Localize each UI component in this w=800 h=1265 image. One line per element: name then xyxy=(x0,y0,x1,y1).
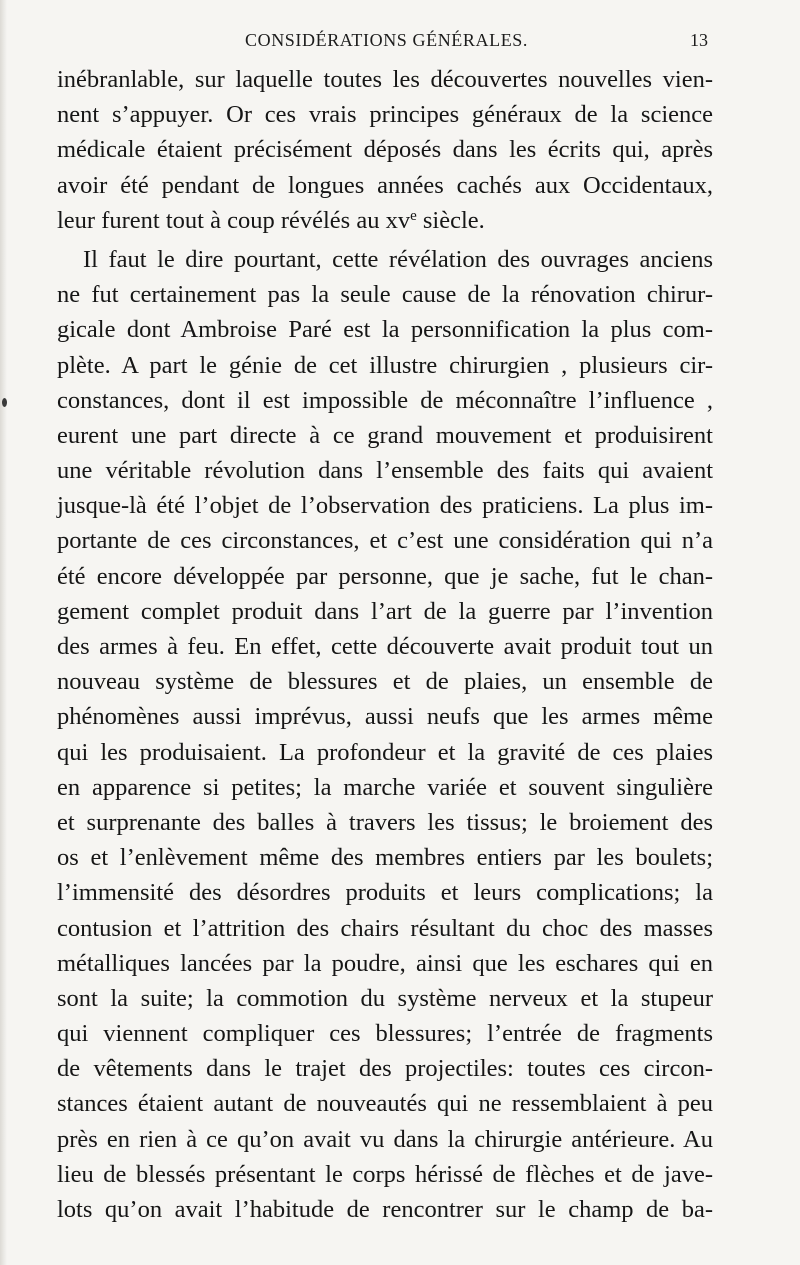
body-text xyxy=(57,62,713,1227)
text-line: nouveau système de blessures et de plaies, un ensemble de xyxy=(57,668,713,696)
text-line: ne fut certainement pas la seule cause de la rénovation chirur- xyxy=(57,281,713,309)
text-line: Il faut le dire pourtant, cette révélation des ouvrages anciens xyxy=(83,245,713,273)
text-line: portante de ces circonstances, et c’est une considération qui n’a xyxy=(57,527,713,555)
text-line: en apparence si petites; la marche variée et souvent singulière xyxy=(57,773,713,801)
running-title: CONSIDÉRATIONS GÉNÉRALES. xyxy=(245,30,529,50)
text-line: gement complet produit dans l’art de la guerre par l’invention xyxy=(57,597,713,625)
text-line: constances, dont il est impossible de méconnaître l’influence , xyxy=(57,386,713,414)
text-line: l’immensité des désordres produits et leurs complications; la xyxy=(57,879,713,907)
text-line: métalliques lancées par la poudre, ainsi que les eschares qui en xyxy=(57,949,713,977)
text-line: jusque-là été l’objet de l’observation des praticiens. La plus im- xyxy=(57,492,713,520)
text-line: des armes à feu. En effet, cette découverte avait produit tout un xyxy=(57,633,713,660)
paragraph-1 xyxy=(57,62,713,238)
text-line: avoir été pendant de longues années cachés aux Occidentaux, xyxy=(57,171,713,199)
page-gutter-shadow xyxy=(0,0,7,1265)
century-superscript: e xyxy=(410,207,417,224)
text-line: plète. A part le génie de cet illustre chirurgien , plusieurs cir- xyxy=(57,351,713,379)
running-header xyxy=(0,30,800,58)
text-line: lots qu’on avait l’habitude de rencontrer sur le champ de ba- xyxy=(57,1196,713,1223)
text-line: qui les produisaient. La profondeur et la gravité de ces plaies xyxy=(57,738,713,766)
page-number: 13 xyxy=(690,30,708,50)
text-line xyxy=(57,203,713,238)
text-line: de vêtements dans le trajet des projectiles: toutes ces circon- xyxy=(57,1055,713,1083)
text-line: stances étaient autant de nouveautés qui ne ressemblaient à peu xyxy=(57,1090,713,1118)
text-line: qui viennent compliquer ces blessures; l’entrée de fragments xyxy=(57,1020,713,1048)
text-line: été encore développée par personne, que je sache, fut le chan- xyxy=(57,562,713,590)
text-line: inébranlable, sur laquelle toutes les découvertes nouvelles vien- xyxy=(57,66,713,93)
paragraph-2 xyxy=(57,242,713,1227)
text-line: gicale dont Ambroise Paré est la personnification la plus com- xyxy=(57,316,713,344)
text-line: phénomènes aussi imprévus, aussi neufs que les armes même xyxy=(57,703,713,731)
ink-speck xyxy=(2,398,7,407)
text-line: médicale étaient précisément déposés dans les écrits qui, après xyxy=(57,136,713,164)
text-line: lieu de blessés présentant le corps hérissé de flèches et de jave- xyxy=(57,1160,713,1188)
text-line: sont la suite; la commotion du système nerveux et la stupeur xyxy=(57,984,713,1012)
line-start: leur furent tout à coup révélés au xv xyxy=(57,206,411,234)
text-line: contusion et l’attrition des chairs résultant du choc des masses xyxy=(57,914,713,942)
text-line: os et l’enlèvement même des membres entiers par les boulets; xyxy=(57,844,713,872)
line-end: siècle. xyxy=(416,206,485,234)
text-line: une véritable révolution dans l’ensemble des faits qui avaient xyxy=(57,457,713,485)
text-line: près en rien à ce qu’on avait vu dans la chirurgie antérieure. Au xyxy=(57,1125,713,1153)
text-line: eurent une part directe à ce grand mouvement et produisirent xyxy=(57,421,713,449)
text-line: nent s’appuyer. Or ces vrais principes généraux de la science xyxy=(57,101,713,129)
text-line: et surprenante des balles à travers les tissus; le broiement des xyxy=(57,808,713,836)
